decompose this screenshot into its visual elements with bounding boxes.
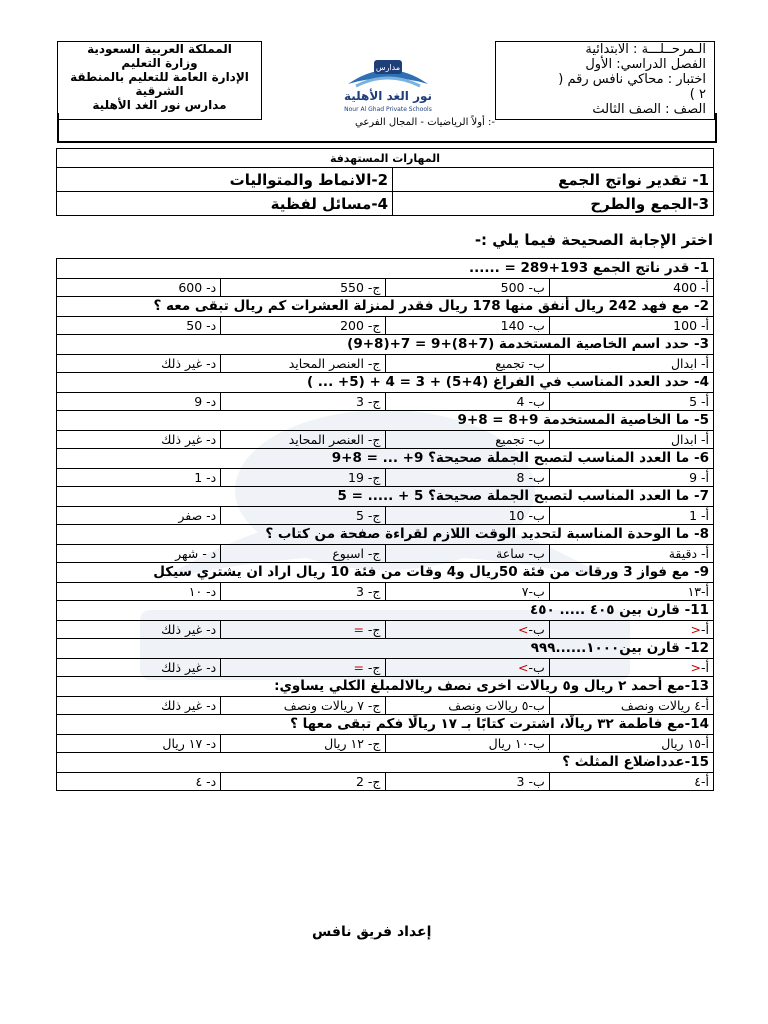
ministry-line: مدارس نور الغد الأهلية: [92, 98, 227, 112]
question-row: [57, 297, 714, 317]
answer-option[interactable]: د- غير ذلك: [57, 355, 221, 373]
answer-option[interactable]: ب- تجميع: [385, 431, 549, 449]
answer-option[interactable]: ج- اسبوع: [221, 545, 385, 563]
answer-option[interactable]: ب->: [385, 621, 549, 639]
answer-option[interactable]: ب-٧: [385, 583, 549, 601]
skill-item: 3-الجمع والطرح: [393, 192, 714, 216]
question-row: [57, 487, 714, 507]
skills-caption: المهارات المستهدفة: [57, 149, 714, 168]
answer-option[interactable]: د- غير ذلك: [57, 621, 221, 639]
comparison-symbol: >: [517, 660, 529, 675]
info-line: الـمرحــلـــة : الابتدائية: [585, 42, 706, 57]
question-text: 2- مع فهد 242 ريال أنفق منها 178 ريال فقدر لمنزلة العشرات كم ريال تبقى معه ؟: [57, 297, 714, 317]
answer-option[interactable]: د- غير ذلك: [57, 697, 221, 715]
answer-option[interactable]: د- 50: [57, 317, 221, 335]
answer-option[interactable]: ب- 4: [385, 393, 549, 411]
comparison-symbol: <: [690, 622, 702, 637]
question-text: 15-عدداضلاع المثلث ؟: [57, 753, 714, 773]
answer-option[interactable]: ج- 550: [221, 279, 385, 297]
answer-option[interactable]: أ- 5: [549, 393, 713, 411]
question-text: 7- ما العدد المناسب لتصبح الجملة صحيحة؟ 5 + ..... = 5: [57, 487, 714, 507]
answer-option[interactable]: ج- 3: [221, 583, 385, 601]
question-text: 12- قارن بين١٠٠٠......٩٩٩: [57, 639, 714, 659]
answer-option[interactable]: أ-١٥ ريال: [549, 735, 713, 753]
question-row: [57, 639, 714, 659]
question-text: 13-مع أحمد ٢ ريال و٥ ريالات اخرى نصف ريالالمبلغ الكلي يساوي:: [57, 677, 714, 697]
answer-option[interactable]: ج- 19: [221, 469, 385, 487]
options-row: [57, 773, 714, 791]
question-text: 5- ما الخاصية المستخدمة 9+8 = 8+9: [57, 411, 714, 431]
options-row: [57, 431, 714, 449]
info-line: اختبار : محاكي نافس رقم (: [558, 72, 706, 87]
answer-option[interactable]: ج- العنصر المحايد: [221, 355, 385, 373]
skill-item: 1- تقدير نواتج الجمع: [393, 168, 714, 192]
question-text: 9- مع فواز 3 ورقات من فئة 50ريال و4 وقات من فئة 10 ريال اراد ان يشتري سيكل: [57, 563, 714, 583]
options-row: [57, 469, 714, 487]
question-row: [57, 411, 714, 431]
answer-option[interactable]: أ- دقيقة: [549, 545, 713, 563]
answer-option[interactable]: ج- =: [221, 659, 385, 677]
answer-option[interactable]: ب- 8: [385, 469, 549, 487]
answer-option[interactable]: أ-٤: [549, 773, 713, 791]
answer-option[interactable]: أ-<: [549, 659, 713, 677]
answer-option[interactable]: ج- ١٢ ريال: [221, 735, 385, 753]
answer-option[interactable]: أ-١٣: [549, 583, 713, 601]
question-text: 8- ما الوحدة المناسبة لتحديد الوقت اللازم لقراءة صفحة من كتاب ؟: [57, 525, 714, 545]
answer-option[interactable]: ب- 3: [385, 773, 549, 791]
question-row: [57, 715, 714, 735]
comparison-symbol: =: [353, 622, 364, 637]
question-text: 6- ما العدد المناسب لتصبح الجملة صحيحة؟ 9+ ... = 8+9: [57, 449, 714, 469]
question-text: 1- قدر ناتج الجمع 193+289 = ......: [57, 259, 714, 279]
answer-option[interactable]: ج- 2: [221, 773, 385, 791]
answer-option[interactable]: أ- 100: [549, 317, 713, 335]
instruction: اختر الإجابة الصحيحة فيما يلي :-: [474, 231, 713, 249]
logo-badge: مدارس: [375, 63, 401, 72]
answer-option[interactable]: د- صفر: [57, 507, 221, 525]
answer-option[interactable]: د - شهر: [57, 545, 221, 563]
answer-option[interactable]: ب-٥ ريالات ونصف: [385, 697, 549, 715]
answer-option[interactable]: ب- تجميع: [385, 355, 549, 373]
question-row: [57, 373, 714, 393]
options-row: [57, 621, 714, 639]
answer-option[interactable]: ج- ٧ ريالات ونصف: [221, 697, 385, 715]
answer-option[interactable]: ب->: [385, 659, 549, 677]
comparison-symbol: >: [517, 622, 529, 637]
banner-text: -: أولاً الرياضيات - المجال الفرعي: [354, 117, 495, 128]
answer-option[interactable]: د- غير ذلك: [57, 659, 221, 677]
answer-option[interactable]: أ- ابدال: [549, 431, 713, 449]
comparison-symbol: =: [353, 660, 364, 675]
answer-option[interactable]: د- 1: [57, 469, 221, 487]
question-text: 11- قارن بين ٤٠٥ ..... ٤٥٠: [57, 601, 714, 621]
answer-option[interactable]: د- غير ذلك: [57, 431, 221, 449]
options-row: [57, 659, 714, 677]
answer-option[interactable]: ب- ساعة: [385, 545, 549, 563]
answer-option[interactable]: ج- 200: [221, 317, 385, 335]
questions-table: [56, 258, 714, 791]
answer-option[interactable]: ج- =: [221, 621, 385, 639]
answer-option[interactable]: أ-<: [549, 621, 713, 639]
question-row: [57, 259, 714, 279]
info-line: ٢ ): [689, 87, 706, 102]
answer-option[interactable]: ج- العنصر المحايد: [221, 431, 385, 449]
options-row: [57, 583, 714, 601]
options-row: [57, 279, 714, 297]
subject-banner: [57, 113, 717, 143]
options-row: [57, 507, 714, 525]
info-line: الفصل الدراسي: الأول: [585, 57, 706, 72]
ministry-line: المملكة العربية السعودية: [87, 42, 232, 56]
options-row: [57, 697, 714, 715]
comparison-symbol: <: [690, 660, 702, 675]
footer-credit: إعداد فريق نافس: [312, 924, 432, 940]
question-text: 4- حدد العدد المناسب في الفراغ (4+5) + 3 = 4 + (5+ ... ): [57, 373, 714, 393]
answer-option[interactable]: ب- 500: [385, 279, 549, 297]
info-line: الصف : الصف الثالث: [592, 102, 706, 117]
answer-option[interactable]: أ- ابدال: [549, 355, 713, 373]
question-text: 3- حدد اسم الخاصية المستخدمة (7+8)+9 = 7+(8+9): [57, 335, 714, 355]
answer-option[interactable]: أ- 1: [549, 507, 713, 525]
answer-option[interactable]: أ- 400: [549, 279, 713, 297]
question-row: [57, 563, 714, 583]
skill-item: 4-مسائل لفظية: [57, 192, 393, 216]
options-row: [57, 317, 714, 335]
ministry-line: وزارة التعليم: [121, 56, 198, 70]
question-row: [57, 753, 714, 773]
answer-option[interactable]: ب- 140: [385, 317, 549, 335]
question-text: 14-مع فاطمة ٣٢ ريالًا، اشترت كتابًا بـ ١٧ ريالًا فكم تبقى معها ؟: [57, 715, 714, 735]
exam-info-box: [495, 41, 715, 120]
answer-option[interactable]: ب-١٠ ريال: [385, 735, 549, 753]
options-row: [57, 735, 714, 753]
skill-item: 2-الانماط والمتواليات: [57, 168, 393, 192]
school-logo: [318, 46, 458, 116]
options-row: [57, 393, 714, 411]
question-row: [57, 449, 714, 469]
ministry-box: [57, 41, 262, 120]
ministry-line: الإدارة العامة للتعليم بالمنطقة الشرقية: [70, 70, 249, 98]
answer-option[interactable]: د- 600: [57, 279, 221, 297]
question-row: [57, 677, 714, 697]
answer-option[interactable]: د- 9: [57, 393, 221, 411]
answer-option[interactable]: ج- 3: [221, 393, 385, 411]
question-row: [57, 601, 714, 621]
answer-option[interactable]: د- ١٧ ريال: [57, 735, 221, 753]
logo-english: Nour Al Ghad Private Schools: [344, 106, 432, 113]
question-row: [57, 525, 714, 545]
answer-option[interactable]: ج- 5: [221, 507, 385, 525]
skills-table: [56, 148, 714, 216]
options-row: [57, 545, 714, 563]
answer-option[interactable]: د- ١٠: [57, 583, 221, 601]
answer-option[interactable]: أ- 9: [549, 469, 713, 487]
question-row: [57, 335, 714, 355]
answer-option[interactable]: ب- 10: [385, 507, 549, 525]
logo-arabic: نور الغد الأهلية: [343, 89, 433, 103]
options-row: [57, 355, 714, 373]
answer-option[interactable]: د- ٤: [57, 773, 221, 791]
answer-option[interactable]: أ-٤ ريالات ونصف: [549, 697, 713, 715]
